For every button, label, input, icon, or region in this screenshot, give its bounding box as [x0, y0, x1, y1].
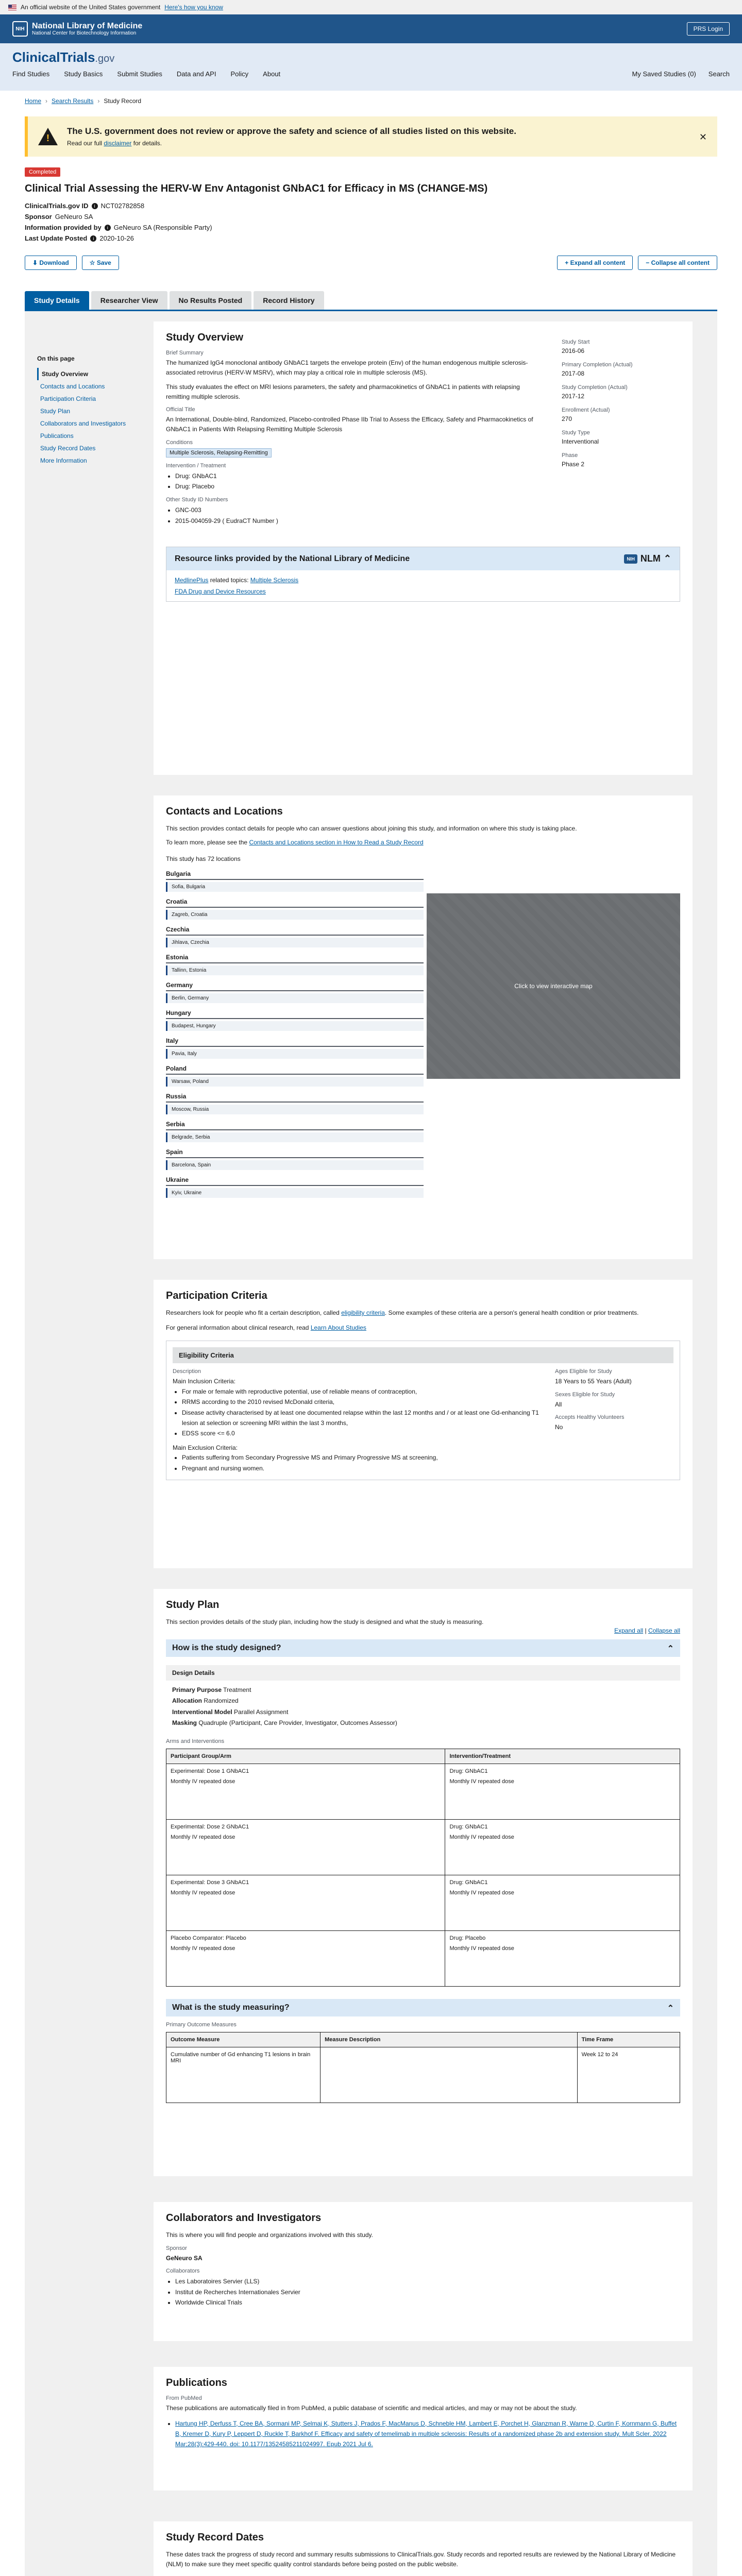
- design-row: [172, 1696, 674, 1707]
- info-icon[interactable]: i: [90, 235, 96, 242]
- collab-intro: This is where you will find people and organizations involved with this study.: [166, 2231, 373, 2239]
- nlm-name: National Library of Medicine: [32, 21, 143, 30]
- sponsor-value: GeNeuro SA: [166, 2254, 203, 2262]
- section-title: Study Record Dates: [166, 2532, 264, 2543]
- conditions-label: Conditions: [166, 439, 193, 446]
- last-update-value: 2020-10-26: [99, 234, 134, 242]
- nlm-header: [0, 14, 742, 43]
- arms-label: Arms and Interventions: [166, 1738, 225, 1744]
- location-site[interactable]: Zagreb, Croatia: [166, 910, 424, 920]
- sponsor-label: Sponsor: [166, 2245, 187, 2251]
- fact-label: Study Type: [562, 430, 590, 436]
- criteria-intro-end: . Some examples of these criteria are a person's general health condition or prior treatments.: [384, 1309, 639, 1316]
- location-country[interactable]: Poland: [166, 1065, 424, 1075]
- arm-name: Experimental: Dose 1 GNbAC1: [171, 1768, 249, 1774]
- outcome-measure: Cumulative number of Gd enhancing T1 lesions in brain MRI: [166, 2047, 321, 2103]
- search-button[interactable]: Search: [708, 70, 730, 78]
- contacts-intro: This section provides contact details for people who can answer questions about joining this study, and information on where this study is taking place.: [166, 825, 577, 832]
- sponsor-value: GeNeuro SA: [55, 213, 93, 221]
- tab-record-history[interactable]: Record History: [254, 291, 324, 310]
- info-icon[interactable]: i: [92, 203, 98, 209]
- location-country[interactable]: Hungary: [166, 1009, 424, 1019]
- gov-banner: [0, 0, 742, 14]
- gov-banner-text: An official website of the United States government: [21, 4, 161, 11]
- collaborator-item: • Institut de Recherches Internationales Servier: [175, 2287, 680, 2297]
- general-info: For general information about clinical research, read: [166, 1324, 309, 1331]
- intervention-desc: Monthly IV repeated dose: [449, 1945, 514, 1952]
- table-row: [166, 1819, 680, 1875]
- site-title-suffix: .gov: [95, 53, 115, 64]
- sidenav-item-publications[interactable]: Publications: [40, 432, 74, 439]
- study-title: Clinical Trial Assessing the HERV-W Env Antagonist GNbAC1 for Efficacy in MS (CHANGE-MS): [25, 183, 488, 194]
- locations-map[interactable]: [427, 893, 680, 1079]
- other-ids-label: Other Study ID Numbers: [166, 497, 228, 503]
- intervention-cell: [445, 1764, 680, 1819]
- arms-header[interactable]: Participant Group/Arm: [166, 1749, 445, 1764]
- locations-list: [166, 870, 424, 1198]
- location-site[interactable]: Barcelona, Spain: [166, 1160, 424, 1170]
- nav-data-api[interactable]: Data and API: [176, 70, 216, 78]
- designed-title: How is the study designed?: [172, 1643, 281, 1652]
- location-country[interactable]: Spain: [166, 1148, 424, 1158]
- breadcrumb: Home › Search Results › Study Record: [25, 97, 142, 105]
- healthy-label: Accepts Healthy Volunteers: [555, 1414, 625, 1421]
- inclusion-item: • Disease activity characterised by at least one documented relapse within the last 12 months and / or at least one Gd-enhancing T1 lesion at selection or screening MRI within the last 3 months,: [182, 1408, 539, 1429]
- section-title: Study Plan: [166, 1599, 220, 1611]
- collaborators-section: [154, 2202, 693, 2341]
- section-title: Contacts and Locations: [166, 806, 283, 817]
- arm-cell: [166, 1764, 445, 1819]
- expand-label: Expand all content: [570, 259, 626, 266]
- collapse-all-button[interactable]: − Collapse all content: [638, 256, 717, 270]
- site-logo[interactable]: [12, 49, 114, 65]
- collaborator-item: • Les Laboratoires Servier (LLS): [175, 2276, 680, 2286]
- us-flag-icon: [8, 5, 16, 10]
- how-you-know-link[interactable]: Here's how you know: [164, 4, 223, 11]
- location-site[interactable]: Berlin, Germany: [166, 993, 424, 1003]
- intervention-name: Drug: GNbAC1: [449, 1823, 488, 1830]
- section-title: Publications: [166, 2377, 227, 2388]
- design-value: Parallel Assignment: [234, 1708, 289, 1716]
- location-site[interactable]: Kyiv, Ukraine: [166, 1188, 424, 1198]
- brief-summary: The humanized IgG4 monoclonal antibody GNbAC1 targets the envelope protein (Env) of the human endogenous multiple sclerosis-associated retrovirus (HERV-W MSRV), which may play a critical role in multiple sclerosis (MS).: [166, 359, 528, 376]
- location-country[interactable]: Italy: [166, 1037, 424, 1047]
- healthy-value: No: [555, 1423, 563, 1431]
- breadcrumb-home[interactable]: Home: [25, 97, 42, 105]
- intervention-name: Drug: GNbAC1: [449, 1879, 488, 1886]
- nlm-resources: [166, 547, 680, 602]
- fact-label: Phase: [562, 452, 578, 459]
- action-row: [25, 256, 717, 270]
- sidenav-item-criteria[interactable]: Participation Criteria: [40, 395, 96, 402]
- learn-about-studies-link[interactable]: Learn About Studies: [310, 1324, 366, 1331]
- intervention-label: Intervention / Treatment: [166, 462, 226, 469]
- intervention-desc: Monthly IV repeated dose: [449, 1889, 514, 1896]
- sidenav-item-contacts[interactable]: Contacts and Locations: [40, 383, 105, 390]
- medline-text: related topics:: [210, 577, 249, 584]
- intervention-desc: Monthly IV repeated dose: [449, 1834, 514, 1840]
- location-site[interactable]: Tallinn, Estonia: [166, 965, 424, 975]
- condition-chip[interactable]: Multiple Sclerosis, Relapsing-Remitting: [166, 448, 272, 457]
- outcome-header: Time Frame: [577, 2032, 680, 2047]
- outcome-time: Week 12 to 24: [577, 2047, 680, 2103]
- main-content: [25, 311, 717, 2576]
- chevron-down-icon[interactable]: ⌃: [663, 553, 671, 564]
- warning-icon: [38, 128, 58, 145]
- study-facts: [562, 332, 680, 468]
- arm-desc: Monthly IV repeated dose: [171, 1834, 235, 1840]
- arm-cell: [166, 1930, 445, 1986]
- arm-desc: Monthly IV repeated dose: [171, 1945, 235, 1952]
- accordion-designed[interactable]: [166, 1639, 680, 1657]
- prs-login-button[interactable]: PRS Login: [687, 22, 730, 36]
- design-row: [172, 1718, 674, 1729]
- table-row: [166, 1764, 680, 1819]
- location-country[interactable]: Ukraine: [166, 1176, 424, 1186]
- breadcrumb-search-results[interactable]: Search Results: [52, 97, 94, 105]
- inclusion-item: • EDSS score <= 6.0: [182, 1428, 539, 1438]
- location-country[interactable]: Germany: [166, 981, 424, 991]
- study-overview-section: [154, 321, 693, 775]
- location-site[interactable]: Pavia, Italy: [166, 1049, 424, 1059]
- ages-label: Ages Eligible for Study: [555, 1368, 612, 1375]
- sidenav-item-plan[interactable]: Study Plan: [40, 408, 71, 415]
- location-country[interactable]: Estonia: [166, 954, 424, 963]
- location-country[interactable]: Czechia: [166, 926, 424, 936]
- exclusion-item: • Pregnant and nursing women.: [182, 1463, 539, 1473]
- intervention-cell: [445, 1930, 680, 1986]
- nlm-logo[interactable]: [12, 21, 142, 37]
- collaborator-item: • Worldwide Clinical Trials: [175, 2297, 680, 2308]
- eligibility-box-title: Eligibility Criteria: [173, 1347, 673, 1363]
- nav-find-studies[interactable]: Find Studies: [12, 70, 50, 78]
- accordion-measuring[interactable]: [166, 1999, 680, 2016]
- criteria-intro: Researchers look for people who fit a certain description, called: [166, 1309, 340, 1316]
- official-title: An International, Double-blind, Randomized, Placebo-controlled Phase IIb Trial to Assess the Efficacy, Safety and Pharmacokinetics of GNbAC1 in Patients With Relapsing Remitting Multiple Sclerosis: [166, 416, 533, 433]
- location-site[interactable]: Jihlava, Czechia: [166, 938, 424, 947]
- design-row: [172, 1685, 674, 1696]
- intervention-item: • Drug: Placebo: [175, 481, 537, 492]
- fact-value: 2017-08: [562, 370, 585, 377]
- chevron-up-icon: ⌃: [667, 1644, 674, 1653]
- sexes-value: All: [555, 1400, 562, 1408]
- fact-value: 2017-12: [562, 393, 585, 400]
- expand-all-button[interactable]: + Expand all content: [557, 256, 633, 270]
- location-country[interactable]: Croatia: [166, 898, 424, 908]
- tab-study-details[interactable]: Study Details: [25, 291, 89, 310]
- fact-value: 2016-06: [562, 347, 585, 354]
- alert-text-end: for details.: [133, 140, 162, 147]
- nlm-logo-icon: NIH: [624, 554, 637, 564]
- save-label: Save: [96, 259, 111, 266]
- location-country[interactable]: Russia: [166, 1093, 424, 1103]
- sidenav-item-more[interactable]: More Information: [40, 457, 87, 464]
- inclusion-label: Main Inclusion Criteria:: [173, 1378, 236, 1385]
- nlm-subname: National Center for Biotechnology Information: [32, 30, 137, 37]
- breadcrumb-current: Study Record: [104, 97, 142, 105]
- medline-topic-link[interactable]: Multiple Sclerosis: [250, 577, 299, 584]
- outcome-table: [166, 2032, 680, 2103]
- nav-policy[interactable]: Policy: [230, 70, 249, 78]
- inclusion-item: • For male or female with reproductive potential, use of reliable means of contraception,: [182, 1386, 539, 1397]
- intervention-cell: [445, 1875, 680, 1930]
- intervention-cell: [445, 1819, 680, 1875]
- fact-label: Study Start: [562, 339, 590, 345]
- outcome-header: Outcome Measure: [166, 2032, 321, 2047]
- plan-collapse-all[interactable]: Collapse all: [648, 1626, 680, 1634]
- contacts-help-link[interactable]: Contacts and Locations section in How to Read a Study Record: [249, 838, 424, 846]
- sidenav-item-overview[interactable]: Study Overview: [37, 368, 150, 380]
- study-plan-section: Study Plan This section provides details of the study plan, including how the study is designed and what the study is measuring. Expand all | Collapse all How is the study designed? ⌃ Design Details Primary Purpose Treatment Allocation Randomized Interventional Model Parallel Assignment Masking Quadruple (Participant, Care Provider, Investigator, Outcomes Assessor) Arms and Interventions Participant Group/Arm Intervention/Treatment Experimental: Dose 1 GNbAC1 Monthly IV repeated dose Drug: GNbAC1 Monthly IV repeated dose Experimental: Dose 2 GNbAC1 Monthly IV repeated dose Drug: GNbAC1 Monthly IV repeated dose Experimental: Dose 3 GNbAC1 Monthly IV repeated dose Drug: GNbAC1 Monthly IV repeated dose Placebo Comparator: Placebo Monthly IV repeated dose Drug: Placebo Monthly IV repeated dose What is the study measuring? ⌃ Primary Outcome Measures Outcome Measure Measure Description Time Frame Cumulative number of Gd enhancing T1 lesions in brain MRI Week 12 to 24: [154, 1589, 693, 2176]
- measuring-title: What is the study measuring?: [172, 2003, 290, 2012]
- sponsor-label: Sponsor: [25, 213, 52, 221]
- nlm-tag: NLM: [640, 553, 661, 564]
- design-details: [166, 1681, 680, 1733]
- learn-prefix: To learn more, please see the: [166, 838, 248, 846]
- saved-studies-link[interactable]: My Saved Studies (0): [632, 70, 696, 78]
- pubmed-label: From PubMed: [166, 2395, 202, 2401]
- section-title: Collaborators and Investigators: [166, 2212, 322, 2224]
- design-value: Quadruple (Participant, Care Provider, Investigator, Outcomes Assessor): [198, 1719, 397, 1727]
- arm-desc: Monthly IV repeated dose: [171, 1778, 235, 1785]
- inclusion-item: • RRMS according to the 2010 revised McDonald criteria,: [182, 1397, 539, 1407]
- dates-intro: These dates track the progress of study record and summary results submissions to ClinicalTrials.gov. Study records and reported results are reviewed by the National Library of Medicine (NLM) to make sure they meet specific quality control standards before being posted on the public website.: [166, 2551, 676, 2568]
- design-label: Masking: [172, 1719, 197, 1727]
- alert-title: The U.S. government does not review or approve the safety and science of all studies listed on this website.: [67, 126, 516, 136]
- arms-header[interactable]: Intervention/Treatment: [445, 1749, 680, 1764]
- tab-no-results[interactable]: No Results Posted: [170, 291, 252, 310]
- design-row: [172, 1707, 674, 1718]
- design-label: Primary Purpose: [172, 1686, 222, 1693]
- brief-summary-label: Brief Summary: [166, 350, 204, 356]
- fact-value: Interventional: [562, 438, 599, 445]
- disclaimer-link[interactable]: disclaimer: [104, 140, 132, 147]
- official-title-label: Official Title: [166, 406, 195, 413]
- exclusion-label: Main Exclusion Criteria:: [173, 1444, 238, 1451]
- intervention-name: Drug: Placebo: [449, 1935, 486, 1941]
- locations-count: This study has 72 locations: [166, 855, 241, 863]
- medlineplus-link[interactable]: MedlinePlus: [175, 577, 209, 584]
- on-this-page-nav: [37, 352, 150, 467]
- design-value: Treatment: [223, 1686, 251, 1693]
- location-country[interactable]: Bulgaria: [166, 870, 424, 880]
- plan-expand-all[interactable]: Expand all: [614, 1626, 644, 1634]
- fact-label: Study Completion (Actual): [562, 384, 628, 391]
- plan-intro: This section provides details of the study plan, including how the study is designed and what the study is measuring.: [166, 1618, 484, 1625]
- criteria-section: [154, 1280, 693, 1568]
- location-site[interactable]: Warsaw, Poland: [166, 1077, 424, 1087]
- sexes-label: Sexes Eligible for Study: [555, 1391, 615, 1398]
- sidenav-item-collaborators[interactable]: Collaborators and Investigators: [40, 420, 126, 427]
- section-title: Study Overview: [166, 332, 244, 343]
- intervention-desc: Monthly IV repeated dose: [449, 1778, 514, 1785]
- fact-label: Primary Completion (Actual): [562, 362, 633, 368]
- nav-about[interactable]: About: [263, 70, 281, 78]
- site-title: ClinicalTrials: [12, 49, 95, 65]
- outcome-header: Measure Description: [321, 2032, 578, 2047]
- primary-outcome-label: Primary Outcome Measures: [166, 2021, 237, 2028]
- arm-name: Experimental: Dose 3 GNbAC1: [171, 1879, 249, 1886]
- intervention-item: • Drug: GNbAC1: [175, 471, 537, 481]
- study-header: [0, 157, 742, 242]
- publication-citation[interactable]: Hartung HP, Derfuss T, Cree BA, Sormani MP, Selmaj K, Stutters J, Prados F, MacManus D, Schneble HM, Lambert E, Porchet H, Glanzman R, Warne D, Curtin F, Kornmann G, Buffet B, Kremer D, Kury P, Leppert D, Ruckle T, Barkhof F. Efficacy and safety of temelimab in multiple sclerosis: Results of a randomized phase 2b and extension study. Mult Scler. 2022 Mar;28(3):429-440. doi: 10.1177/13524585211024997. Epub 2021 Jul 6.: [175, 2419, 677, 2448]
- alert-text: Read our full: [67, 140, 103, 147]
- ages-value: 18 Years to 55 Years (Adult): [555, 1378, 632, 1385]
- design-details-title: Design Details: [166, 1665, 680, 1681]
- exclusion-item: • Patients suffering from Secondary Progressive MS and Primary Progressive MS at screening,: [182, 1452, 539, 1463]
- id-label: ClinicalTrials.gov ID: [25, 202, 89, 210]
- info-provided-label: Information provided by: [25, 224, 102, 231]
- arm-cell: [166, 1875, 445, 1930]
- brief-summary-2: This study evaluates the effect on MRI lesions parameters, the safety and pharmacokinetics of GNbAC1 in patients with relapsing remitting multiple sclerosis.: [166, 383, 520, 400]
- sidenav-item-dates[interactable]: Study Record Dates: [40, 445, 96, 452]
- section-title: Participation Criteria: [166, 1290, 267, 1301]
- status-badge: Completed: [25, 167, 60, 177]
- resources-title: Resource links provided by the National Library of Medicine: [175, 554, 410, 563]
- contacts-section: [154, 795, 693, 1259]
- info-icon[interactable]: i: [105, 225, 111, 231]
- disclaimer-alert: [25, 116, 717, 157]
- tab-researcher-view[interactable]: Researcher View: [91, 291, 167, 310]
- arm-desc: Monthly IV repeated dose: [171, 1889, 235, 1896]
- design-label: Allocation: [172, 1697, 203, 1705]
- other-id-item: • 2015-004059-29 ( EudraCT Number ): [175, 516, 537, 526]
- design-label: Interventional Model: [172, 1708, 232, 1716]
- location-site[interactable]: Moscow, Russia: [166, 1105, 424, 1114]
- nlm-logo-icon: NIH: [12, 21, 28, 37]
- other-id-item: • GNC-003: [175, 505, 537, 515]
- chevron-up-icon: ⌃: [667, 2004, 674, 2013]
- table-row: [166, 1930, 680, 1986]
- map-label: Click to view interactive map: [514, 982, 593, 990]
- record-dates-section: [154, 2521, 693, 2576]
- location-site[interactable]: Budapest, Hungary: [166, 1021, 424, 1031]
- collaborators-label: Collaborators: [166, 2268, 200, 2275]
- record-tabs: [25, 291, 717, 311]
- location-site[interactable]: Sofia, Bulgaria: [166, 882, 424, 892]
- collapse-label: Collapse all content: [651, 259, 710, 266]
- fact-value: 270: [562, 415, 572, 422]
- last-update-label: Last Update Posted: [25, 234, 88, 242]
- design-value: Randomized: [204, 1697, 239, 1705]
- pubs-intro: These publications are automatically filed in from PubMed, a public database of scientific and medical articles, and may or may not be about the study.: [166, 2404, 577, 2412]
- arm-name: Experimental: Dose 2 GNbAC1: [171, 1823, 249, 1830]
- table-row: [166, 1875, 680, 1930]
- download-label: Download: [39, 259, 69, 266]
- site-header: [0, 43, 742, 91]
- intervention-name: Drug: GNbAC1: [449, 1768, 488, 1774]
- outcome-desc: [321, 2047, 578, 2103]
- description-label: Description: [173, 1368, 201, 1375]
- nav-study-basics[interactable]: Study Basics: [64, 70, 103, 78]
- location-country[interactable]: Serbia: [166, 1121, 424, 1130]
- save-button[interactable]: ☆ Save: [82, 256, 119, 270]
- arm-cell: [166, 1819, 445, 1875]
- nav-submit-studies[interactable]: Submit Studies: [117, 70, 162, 78]
- fact-value: Phase 2: [562, 461, 585, 468]
- close-icon[interactable]: ✕: [699, 132, 707, 142]
- main-nav: [12, 70, 730, 78]
- download-button[interactable]: ⬇ Download: [25, 256, 77, 270]
- publications-section: [154, 2367, 693, 2490]
- location-site[interactable]: Belgrade, Serbia: [166, 1132, 424, 1142]
- arm-name: Placebo Comparator: Placebo: [171, 1935, 246, 1941]
- study-id: NCT02782858: [100, 202, 145, 210]
- fda-resources-link[interactable]: FDA Drug and Device Resources: [175, 588, 266, 596]
- eligibility-link[interactable]: eligibility criteria: [341, 1309, 385, 1316]
- sidenav-header: On this page: [37, 355, 75, 362]
- info-provided-value: GeNeuro SA (Responsible Party): [113, 224, 212, 231]
- arms-table: [166, 1749, 680, 1987]
- fact-label: Enrollment (Actual): [562, 407, 610, 413]
